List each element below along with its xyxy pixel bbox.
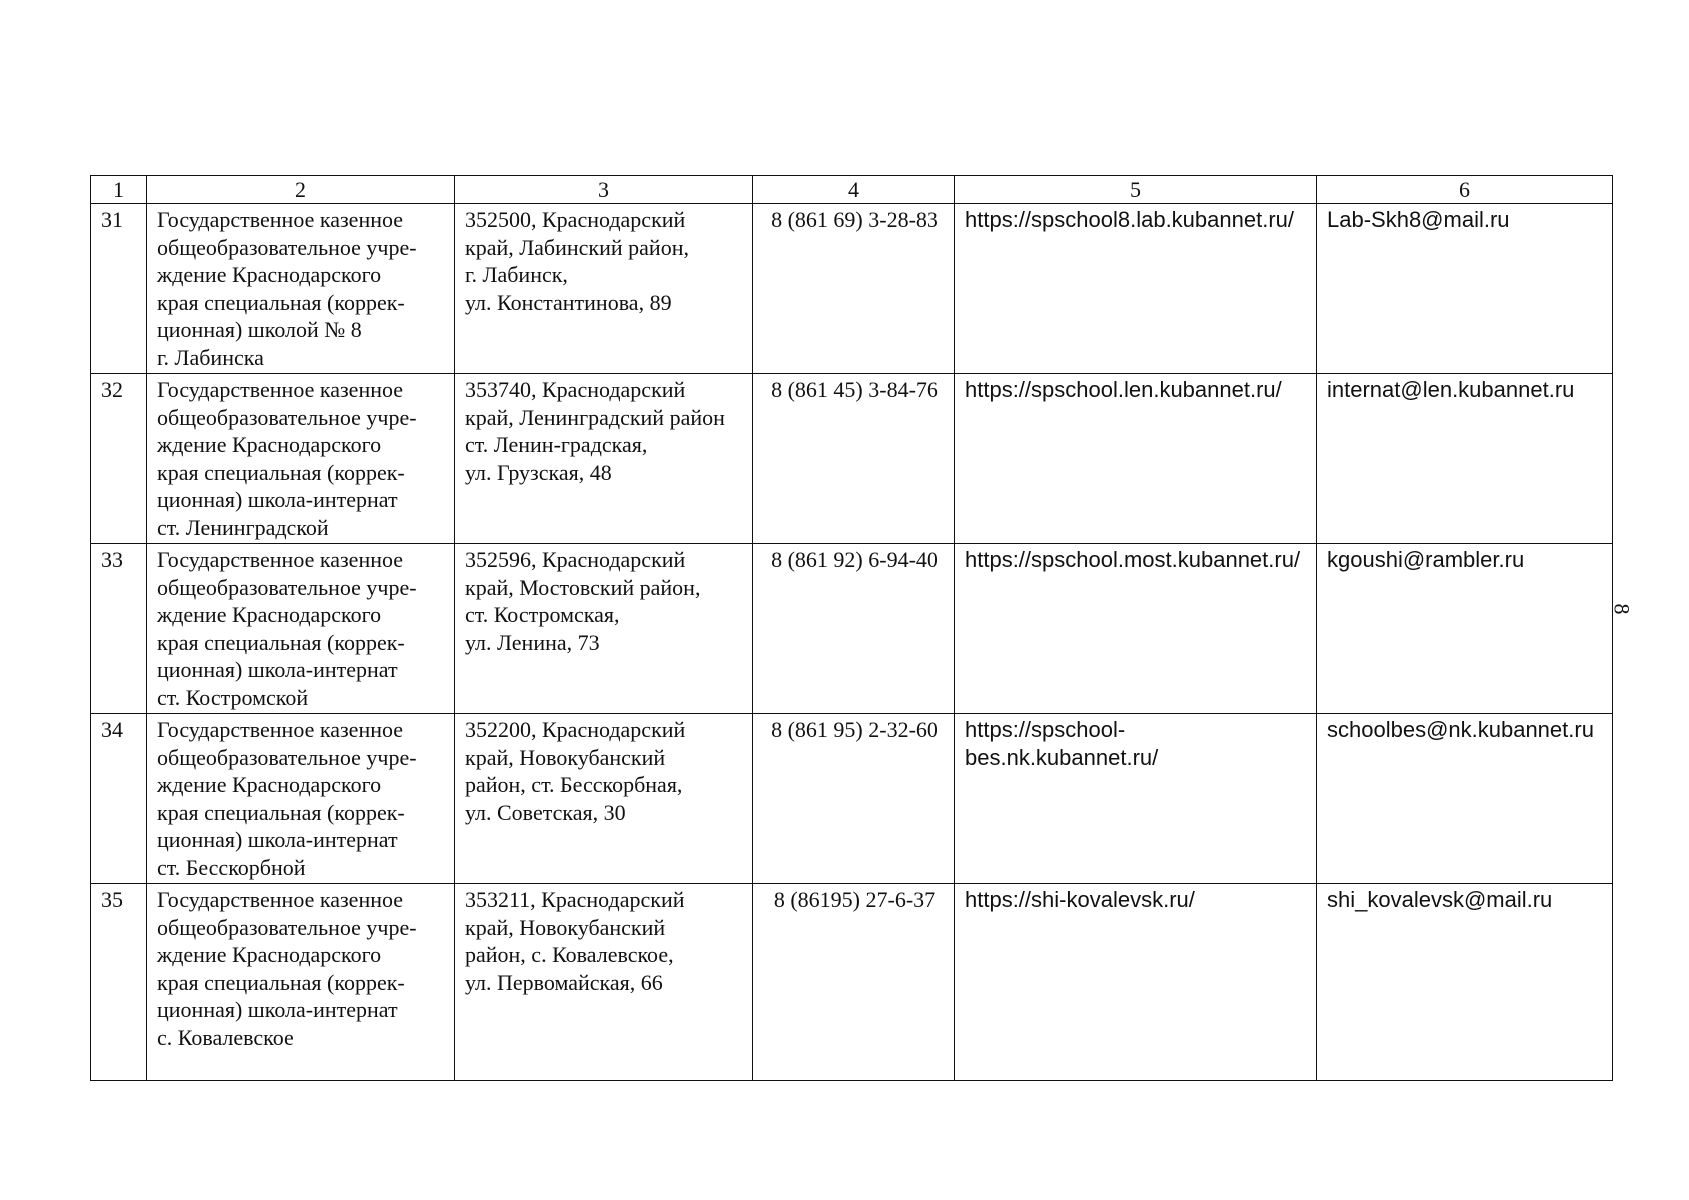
table-row <box>91 374 1613 544</box>
website-link[interactable]: https://spschool8.lab.kubannet.ru/ <box>955 204 1317 374</box>
column-number-6: 6 <box>1317 176 1613 204</box>
schools-table <box>90 175 1613 1081</box>
row-number: 31 <box>91 204 147 374</box>
table-header-row <box>91 176 1613 204</box>
column-number-3: 3 <box>455 176 753 204</box>
phone-number: 8 (861 95) 2-32-60 <box>753 714 955 884</box>
website-link[interactable]: https://shi-kovalevsk.ru/ <box>955 884 1317 1081</box>
website-link[interactable]: https://spschool- bes.nk.kubannet.ru/ <box>955 714 1317 884</box>
email-address[interactable]: Lab-Skh8@mail.ru <box>1317 204 1613 374</box>
website-link[interactable]: https://spschool.len.kubannet.ru/ <box>955 374 1317 544</box>
column-number-4: 4 <box>753 176 955 204</box>
phone-number: 8 (86195) 27-6-37 <box>753 884 955 1081</box>
phone-number: 8 (861 69) 3-28-83 <box>753 204 955 374</box>
institution-name: Государственное казенное общеобразовательное учре- ждение Краснодарского края специальная (коррек- ционная) школой № 8 г. Лабинска <box>147 204 455 374</box>
row-number: 35 <box>91 884 147 1081</box>
institution-address: 352200, Краснодарский край, Новокубанский район, ст. Бесскорбная, ул. Советская, 30 <box>455 714 753 884</box>
institution-name: Государственное казенное общеобразовательное учре- ждение Краснодарского края специальная (коррек- ционная) школа-интернат с. Ковалевское <box>147 884 455 1081</box>
table-row <box>91 544 1613 714</box>
institution-name: Государственное казенное общеобразовательное учре- ждение Краснодарского края специальная (коррек- ционная) школа-интернат ст. Костромской <box>147 544 455 714</box>
page-number: 8 <box>1609 603 1635 615</box>
institution-address: 353740, Краснодарский край, Ленинградский район ст. Ленин-градская, ул. Грузская, 48 <box>455 374 753 544</box>
table-row <box>91 204 1613 374</box>
phone-number: 8 (861 92) 6-94-40 <box>753 544 955 714</box>
website-link[interactable]: https://spschool.most.kubannet.ru/ <box>955 544 1317 714</box>
row-number: 33 <box>91 544 147 714</box>
table-row <box>91 884 1613 1081</box>
column-number-5: 5 <box>955 176 1317 204</box>
email-address[interactable]: internat@len.kubannet.ru <box>1317 374 1613 544</box>
email-address[interactable]: kgoushi@rambler.ru <box>1317 544 1613 714</box>
email-address[interactable]: shi_kovalevsk@mail.ru <box>1317 884 1613 1081</box>
column-number-2: 2 <box>147 176 455 204</box>
row-number: 34 <box>91 714 147 884</box>
institution-address: 352500, Краснодарский край, Лабинский район, г. Лабинск, ул. Константинова, 89 <box>455 204 753 374</box>
institution-name: Государственное казенное общеобразовательное учре- ждение Краснодарского края специальная (коррек- ционная) школа-интернат ст. Бесскорбной <box>147 714 455 884</box>
table-row <box>91 714 1613 884</box>
email-address[interactable]: schoolbes@nk.kubannet.ru <box>1317 714 1613 884</box>
institution-name: Государственное казенное общеобразовательное учре- ждение Краснодарского края специальная (коррек- ционная) школа-интернат ст. Ленинградской <box>147 374 455 544</box>
institution-address: 353211, Краснодарский край, Новокубанский район, с. Ковалевское, ул. Первомайская, 66 <box>455 884 753 1081</box>
row-number: 32 <box>91 374 147 544</box>
phone-number: 8 (861 45) 3-84-76 <box>753 374 955 544</box>
institution-address: 352596, Краснодарский край, Мостовский район, ст. Костромская, ул. Ленина, 73 <box>455 544 753 714</box>
column-number-1: 1 <box>91 176 147 204</box>
